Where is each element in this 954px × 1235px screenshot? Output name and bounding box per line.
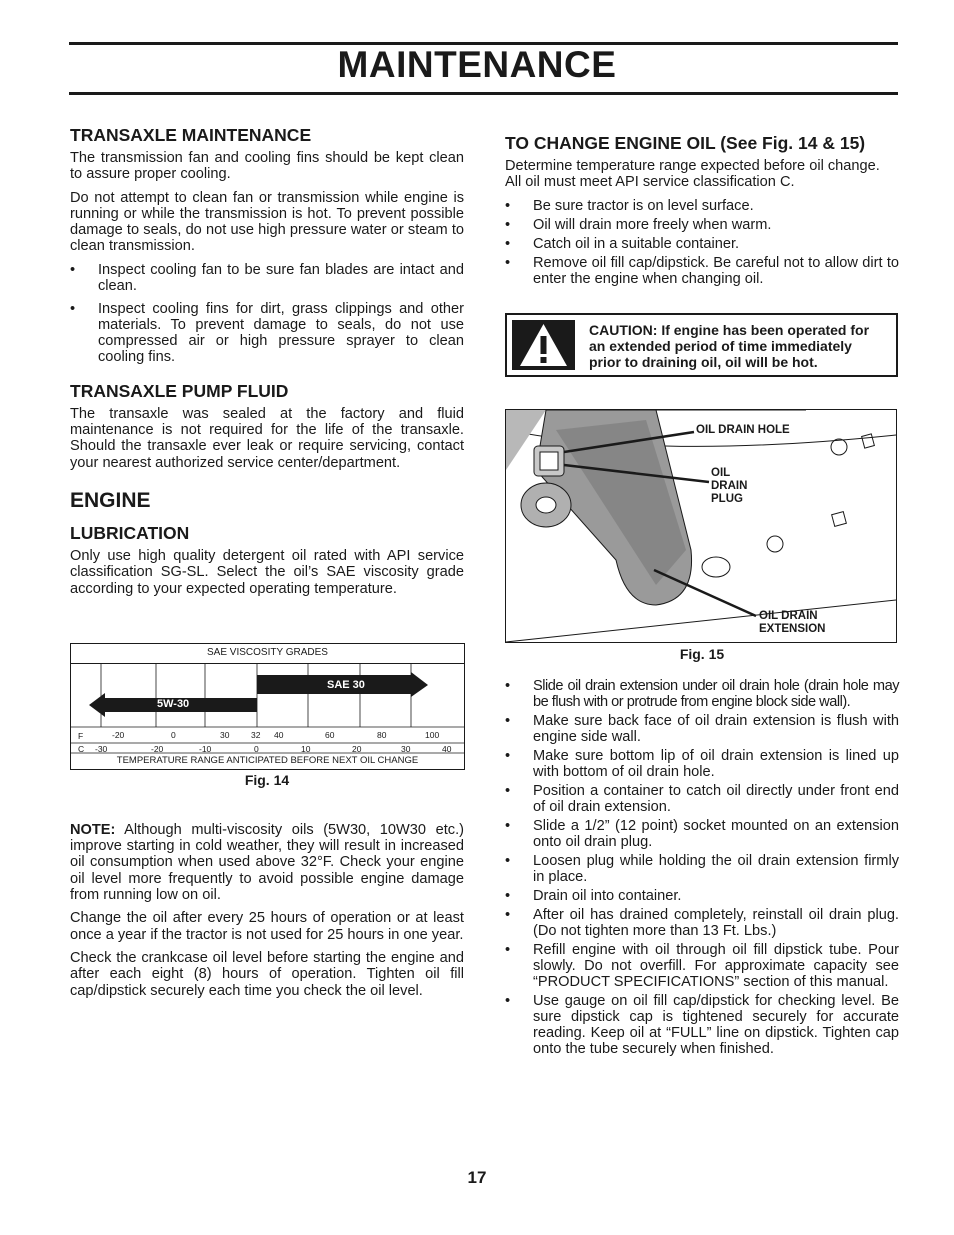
- list-item: • Refill engine with oil through oil fill dipstick tube. Pour slowly. Do not overfill. For approximate capacity see “PRODUCT SPECIFICATIONS” section of this manual.: [505, 942, 899, 990]
- pump-fluid-p1: The transaxle was sealed at the factory and fluid maintenance is not required for the life of the transaxle. Should the transaxle ever leak or require servicing, contact your nearest authorized service center/department.: [70, 405, 464, 471]
- list-item: • Make sure bottom lip of oil drain extension is lined up with bottom of oil drain hole.: [505, 748, 899, 780]
- callout-oil-drain-plug-2: DRAIN: [711, 479, 748, 492]
- f-axis-label: F: [78, 730, 84, 741]
- note-text: Although multi-viscosity oils (5W30, 10W30 etc.) improve starting in cold weather, they will result in increased oil consumption when used above 32°F. Check your engine oil level more frequently to avoid possible engine damage from running low on oil.: [70, 821, 464, 904]
- c-tick: -20: [151, 743, 164, 754]
- engine-heading: ENGINE: [70, 488, 151, 512]
- callout-oil-drain-extension-1: OIL DRAIN: [759, 609, 818, 622]
- c-axis-label: C: [78, 743, 85, 754]
- list-item: • Drain oil into container.: [505, 888, 899, 904]
- right-column: [505, 133, 899, 1064]
- change-oil-paragraph: Change the oil after every 25 hours of operation or at least once a year if the tractor is not used for 25 hours in one year.: [70, 910, 464, 943]
- list-item: • Slide oil drain extension under oil drain hole (drain hole may be flush with or protrude from engine block side wall).: [505, 678, 899, 710]
- callout-oil-drain-extension-2: EXTENSION: [759, 622, 826, 635]
- list-item: • Remove oil fill cap/dipstick. Be careful not to allow dirt to enter the engine when changing oil.: [505, 255, 899, 287]
- lubrication-p1: Only use high quality detergent oil rated with API service classification SG-SL. Select the oil’s SAE viscosity grade according to your expected operating temperature.: [70, 547, 464, 597]
- list-item: • Inspect cooling fan to be sure fan blades are intact and clean.: [70, 262, 464, 294]
- callout-oil-drain-plug-1: OIL: [711, 466, 731, 479]
- f-tick: 60: [325, 729, 335, 740]
- list-item: • Be sure tractor is on level surface.: [505, 198, 899, 214]
- caution-text: CAUTION: If engine has been operated for an extended period of time immediately prior to draining oil, oil will be hot.: [589, 321, 870, 370]
- chart-title: SAE VISCOSITY GRADES: [207, 646, 328, 658]
- transaxle-maintenance-p2: Do not attempt to clean fan or transmission while engine is running or while the transmission is hot. To prevent possible damage to seals, do not use high pressure water or steam to clean transmission.: [70, 189, 464, 255]
- change-oil-bullets: [505, 198, 899, 287]
- transaxle-bullets: [70, 262, 464, 365]
- transaxle-maintenance-heading: TRANSAXLE MAINTENANCE: [70, 125, 312, 145]
- list-item: • Position a container to catch oil directly under front end of oil drain extension.: [505, 783, 899, 815]
- f-tick: 32: [251, 729, 261, 740]
- c-tick: 0: [254, 743, 259, 754]
- caution-box: [505, 313, 898, 377]
- c-tick: -10: [199, 743, 212, 754]
- c-tick: 40: [442, 743, 452, 754]
- oil-drain-illustration: [505, 409, 897, 643]
- f-tick: -20: [112, 729, 125, 740]
- callout-oil-drain-plug-3: PLUG: [711, 492, 743, 505]
- f-tick: 40: [274, 729, 284, 740]
- c-tick: 10: [301, 743, 311, 754]
- fig14-caption: Fig. 14: [244, 771, 290, 788]
- f-tick: 0: [171, 729, 176, 740]
- callout-oil-drain-hole: OIL DRAIN HOLE: [696, 423, 790, 436]
- warning-icon: [512, 320, 575, 370]
- list-item: • Slide a 1/2” (12 point) socket mounted on an extension onto oil drain plug.: [505, 818, 899, 850]
- grade-5w30-label: 5W-30: [157, 697, 190, 710]
- c-tick: 30: [401, 743, 411, 754]
- c-tick: 20: [352, 743, 362, 754]
- list-item: • Catch oil in a suitable container.: [505, 236, 899, 252]
- c-tick: -30: [95, 743, 108, 754]
- list-item: • Use gauge on oil fill cap/dipstick for checking level. Be sure dipstick cap is tightened securely for accurate reading. Keep oil at “FULL” line on dipstick. Tighten cap onto the tube securely when finished.: [505, 993, 899, 1057]
- change-oil-heading: TO CHANGE ENGINE OIL (See Fig. 14 & 15): [505, 133, 866, 153]
- pump-fluid-heading: TRANSAXLE PUMP FLUID: [70, 380, 289, 401]
- check-oil-paragraph: Check the crankcase oil level before starting the engine and after each eight (8) hours of operation. Tighten oil fill cap/dipstick securely each time you check the oil level.: [70, 949, 464, 999]
- list-item: • Inspect cooling fins for dirt, grass clippings and other materials. To prevent damage to seals, do not use compressed air or high pressure sprayer to clean cooling fins.: [70, 301, 464, 365]
- transaxle-maintenance-p1: The transmission fan and cooling fins should be kept clean to assure proper cooling.: [70, 150, 464, 183]
- left-column: [70, 125, 464, 1006]
- list-item: • Loosen plug while holding the oil drain extension firmly in place.: [505, 853, 899, 885]
- list-item: • Oil will drain more freely when warm.: [505, 217, 899, 233]
- page-number: 17: [467, 1168, 487, 1187]
- f-tick: 80: [377, 729, 387, 740]
- lubrication-heading: LUBRICATION: [70, 522, 190, 543]
- list-item: • After oil has drained completely, reinstall oil drain plug. (Do not tighten more than 13 Ft. Lbs.): [505, 907, 899, 939]
- drain-steps-bullets: [505, 678, 899, 1057]
- chart-bottom-label: TEMPERATURE RANGE ANTICIPATED BEFORE NEXT OIL CHANGE: [116, 754, 419, 766]
- note-paragraph: [70, 822, 464, 903]
- f-tick: 30: [220, 729, 230, 740]
- note-label: NOTE:: [70, 821, 116, 838]
- fig15-caption: Fig. 15: [679, 645, 725, 662]
- oil-drain-drawing: [506, 410, 896, 642]
- f-tick: 100: [425, 729, 440, 740]
- change-oil-intro: Determine temperature range expected before oil change. All oil must meet API service classification C.: [505, 158, 880, 191]
- title-underline: [69, 92, 898, 95]
- grade-sae30-label: SAE 30: [327, 678, 365, 691]
- viscosity-chart: [70, 643, 465, 770]
- page-title: MAINTENANCE: [337, 44, 617, 85]
- list-item: • Make sure back face of oil drain extension is flush with engine side wall.: [505, 713, 899, 745]
